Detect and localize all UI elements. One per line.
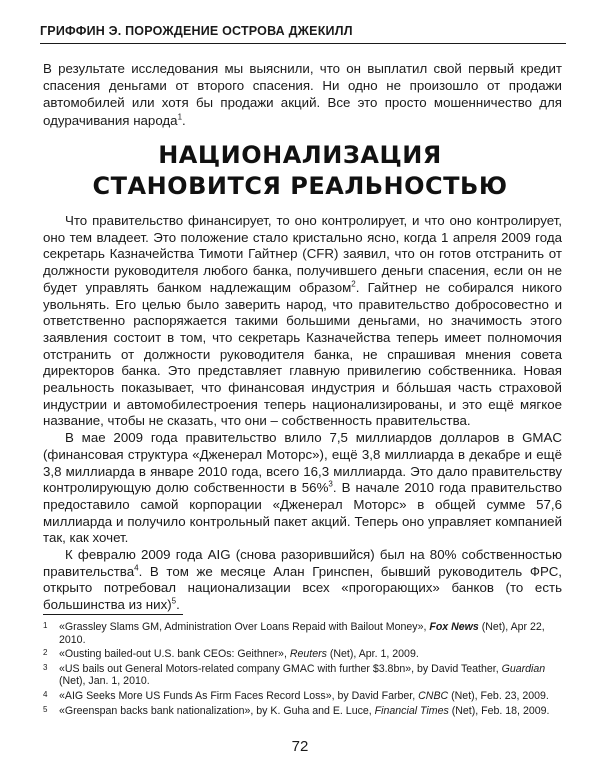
body-paragraph-3-part-a: К февралю 2009 года AIG (снова разорившийся) был на 80% собственностью правительства xyxy=(43,547,562,579)
footnote-text-end: (Net), Apr 22, 2010. xyxy=(59,621,545,646)
footnotes-list xyxy=(43,621,562,719)
footnote-item xyxy=(43,663,562,688)
running-head-title: ГРИФФИН Э. ПОРОЖДЕНИЕ ОСТРОВА ДЖЕКИЛЛ xyxy=(40,24,566,44)
footnote-text: «AIG Seeks More US Funds As Firm Faces Record Loss», by David Farber, xyxy=(59,689,419,702)
footnote-number: 1 xyxy=(43,621,48,630)
footnote-ref-3[interactable]: 3 xyxy=(328,479,333,489)
footnote-text: «US bails out General Motors-related company GMAC with further $3.8bn», by David Teather, xyxy=(59,662,502,675)
section-heading-line-1: НАЦИОНАЛИЗАЦИЯ xyxy=(158,141,442,169)
footnote-text-end: (Net), Jan. 1, 2010. xyxy=(59,675,150,688)
footnote-text-end: (Net), Feb. 18, 2009. xyxy=(448,704,550,717)
section-body xyxy=(43,213,562,614)
footnote-number: 4 xyxy=(43,689,48,699)
footnote-text: «Grassley Slams GM, Administration Over Loans Repaid with Bailout Money», xyxy=(59,621,430,633)
footnote-text: «Greenspan backs bank nationalization», by K. Guha and E. Luce, xyxy=(59,704,375,717)
footnote-ref-2[interactable]: 2 xyxy=(351,279,356,289)
intro-paragraph xyxy=(43,60,562,129)
body-paragraph-1 xyxy=(43,213,562,430)
footnote-text: «Ousting bailed-out U.S. bank CEOs: Geithner», xyxy=(59,648,290,661)
running-header xyxy=(40,24,566,44)
footnote-number: 3 xyxy=(43,662,48,672)
section-heading-line-2: СТАНОВИТСЯ РЕАЛЬНОСТЬЮ xyxy=(92,172,508,200)
footnote-number: 5 xyxy=(43,704,48,714)
body-paragraph-2 xyxy=(43,430,562,547)
body-paragraph-3-part-b: . В том же месяце Алан Гринспен, бывший руководитель ФРС, открыто потребовал национализации всех «прогорающих» банков (то есть большинства из них) xyxy=(43,563,562,613)
footnote-number: 2 xyxy=(43,648,48,658)
footnote-ref-5[interactable]: 5 xyxy=(171,596,177,606)
intro-text: В результате исследования мы выяснили, что он выплатил свой первый кредит спасения деньгами от второго спасения. Ни одно не произошло от продажи автомобилей или хотя бы продажи акций. Все это просто мошенничество для одурачивания народа xyxy=(43,61,562,128)
intro-end: . xyxy=(182,112,186,128)
footnote-ref-1[interactable]: 1 xyxy=(177,112,183,122)
footnote-item xyxy=(43,621,562,646)
footnote-source: CNBC xyxy=(418,689,449,702)
footnote-source: Reuters xyxy=(289,648,327,661)
body-paragraph-3 xyxy=(43,547,562,614)
footnote-item xyxy=(43,705,562,718)
footnote-source: Financial Times xyxy=(374,704,449,717)
footnote-divider xyxy=(43,614,183,615)
section-heading xyxy=(0,140,600,202)
body-paragraph-1-part-a: Что правительство финансирует, то оно контролирует, и что оно контролирует, оно тем владеет. Это положение стало кристально ясно, когда 1 апреля 2009 года секретарь Казначейства Тимоти Гайтнер (CFR) заявил, что он готов отстранить от должности руководителя любого банка, получившего деньги спасения, если он не будет управлять банком надлежащим образом xyxy=(43,213,562,295)
footnote-source: Guardian xyxy=(501,662,546,675)
body-paragraph-2-part-b: . В начале 2010 года правительство предоставило самой корпорации «Дженерал Моторс» в общей сумме 57,6 миллиарда и получило контрольный пакет акций. Теперь оно управляет компанией так, как хочет. xyxy=(43,480,562,546)
body-paragraph-3-part-c: . xyxy=(176,597,180,613)
footnote-source: Fox News xyxy=(429,621,479,633)
body-paragraph-2-part-a: В мае 2009 года правительство влило 7,5 миллиардов долларов в GMAC (финансовая структура «Дженерал Моторс»), ещё 3,8 миллиарда в декабре и ещё 3,8 миллиарда в январе 2010 года, всего 16,3 миллиарда. Это дало правительству контролирующую долю собственности в 56% xyxy=(43,430,562,496)
footnote-text-end: (Net), Apr. 1, 2009. xyxy=(326,648,419,661)
footnote-ref-4[interactable]: 4 xyxy=(134,563,139,573)
footnote-item xyxy=(43,690,562,703)
footnote-item xyxy=(43,648,562,661)
body-paragraph-1-part-b: . Гайтнер не собирался никого увольнять. Его целью было заверить народ, что правительство добросовестно и ответственно распоряжается такими большими деньгами, но значимость этого заявления состоит в том, что секретарь Казначейства теперь имеет полномочия отстранить от должности руководителя банка, не спрашивая мнения совета директоров банка. Это представляет главную привилегию собственника. Новая реальность показывает, что финансовая индустрия и бóльшая часть страховой индустрии и автомобилестроения теперь национализированы, и это ещё мягкое название, чтобы не сказать, что они – собственность правительства. xyxy=(43,279,562,429)
page-number: 72 xyxy=(291,738,309,755)
footnote-text-end: (Net), Feb. 23, 2009. xyxy=(448,689,549,702)
